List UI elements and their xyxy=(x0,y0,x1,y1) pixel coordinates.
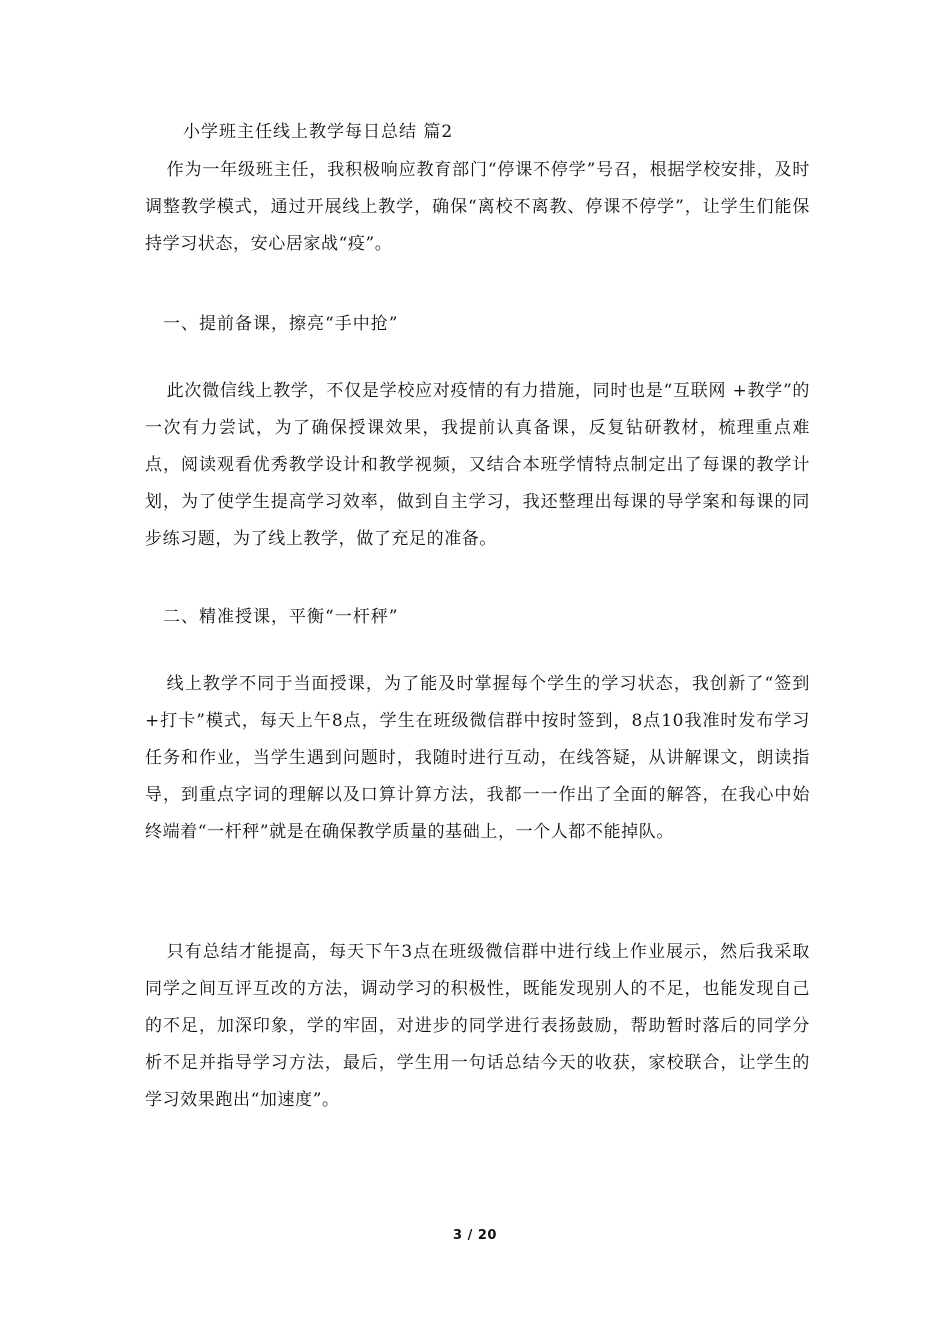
paragraph-teaching: 线上教学不同于当面授课，为了能及时掌握每个学生的学习状态，我创新了“签到+打卡”模式，每天上午8点，学生在班级微信群中按时签到，8点10我准时发布学习任务和作业，当学生遇到问题时，我随时进行互动，在线答疑，从讲解课文，朗读指导，到重点字词的理解以及口算计算方法，我都一一作出了全面的解答，在我心中始终端着“一杆秤”就是在确保教学质量的基础上，一个人都不能掉队。 xyxy=(145,674,810,842)
page-number: 3 / 20 xyxy=(453,1228,497,1243)
section-heading-1: 一、提前备课，擦亮“手中抢” xyxy=(163,314,399,334)
paragraph-summary: 只有总结才能提高，每天下午3点在班级微信群中进行线上作业展示，然后我采取同学之间互评互改的方法，调动学习的积极性，既能发现别人的不足，也能发现自己的不足，加深印象，学的牢固，对进步的同学进行表扬鼓励，帮助暂时落后的同学分析不足并指导学习方法，最后，学生用一句话总结今天的收获，家校联合，让学生的学习效果跑出“加速度”。 xyxy=(145,942,810,1110)
section-heading-2: 二、精准授课，平衡“一杆秤” xyxy=(163,607,399,627)
document-title: 小学班主任线上教学每日总结 篇2 xyxy=(183,122,454,142)
paragraph-preparation: 此次微信线上教学，不仅是学校应对疫情的有力措施，同时也是“互联网 +教学”的一次有力尝试，为了确保授课效果，我提前认真备课，反复钻研教材，梳理重点难点，阅读观看优秀教学设计和教学视频，又结合本班学情特点制定出了每课的教学计划，为了使学生提高学习效率，做到自主学习，我还整理出每课的导学案和每课的同步练习题，为了线上教学，做了充足的准备。 xyxy=(145,381,810,549)
paragraph-intro: 作为一年级班主任，我积极响应教育部门“停课不停学”号召，根据学校安排，及时调整教学模式，通过开展线上教学，确保“离校不离教、停课不停学”，让学生们能保持学习状态，安心居家战“疫”。 xyxy=(145,160,810,254)
